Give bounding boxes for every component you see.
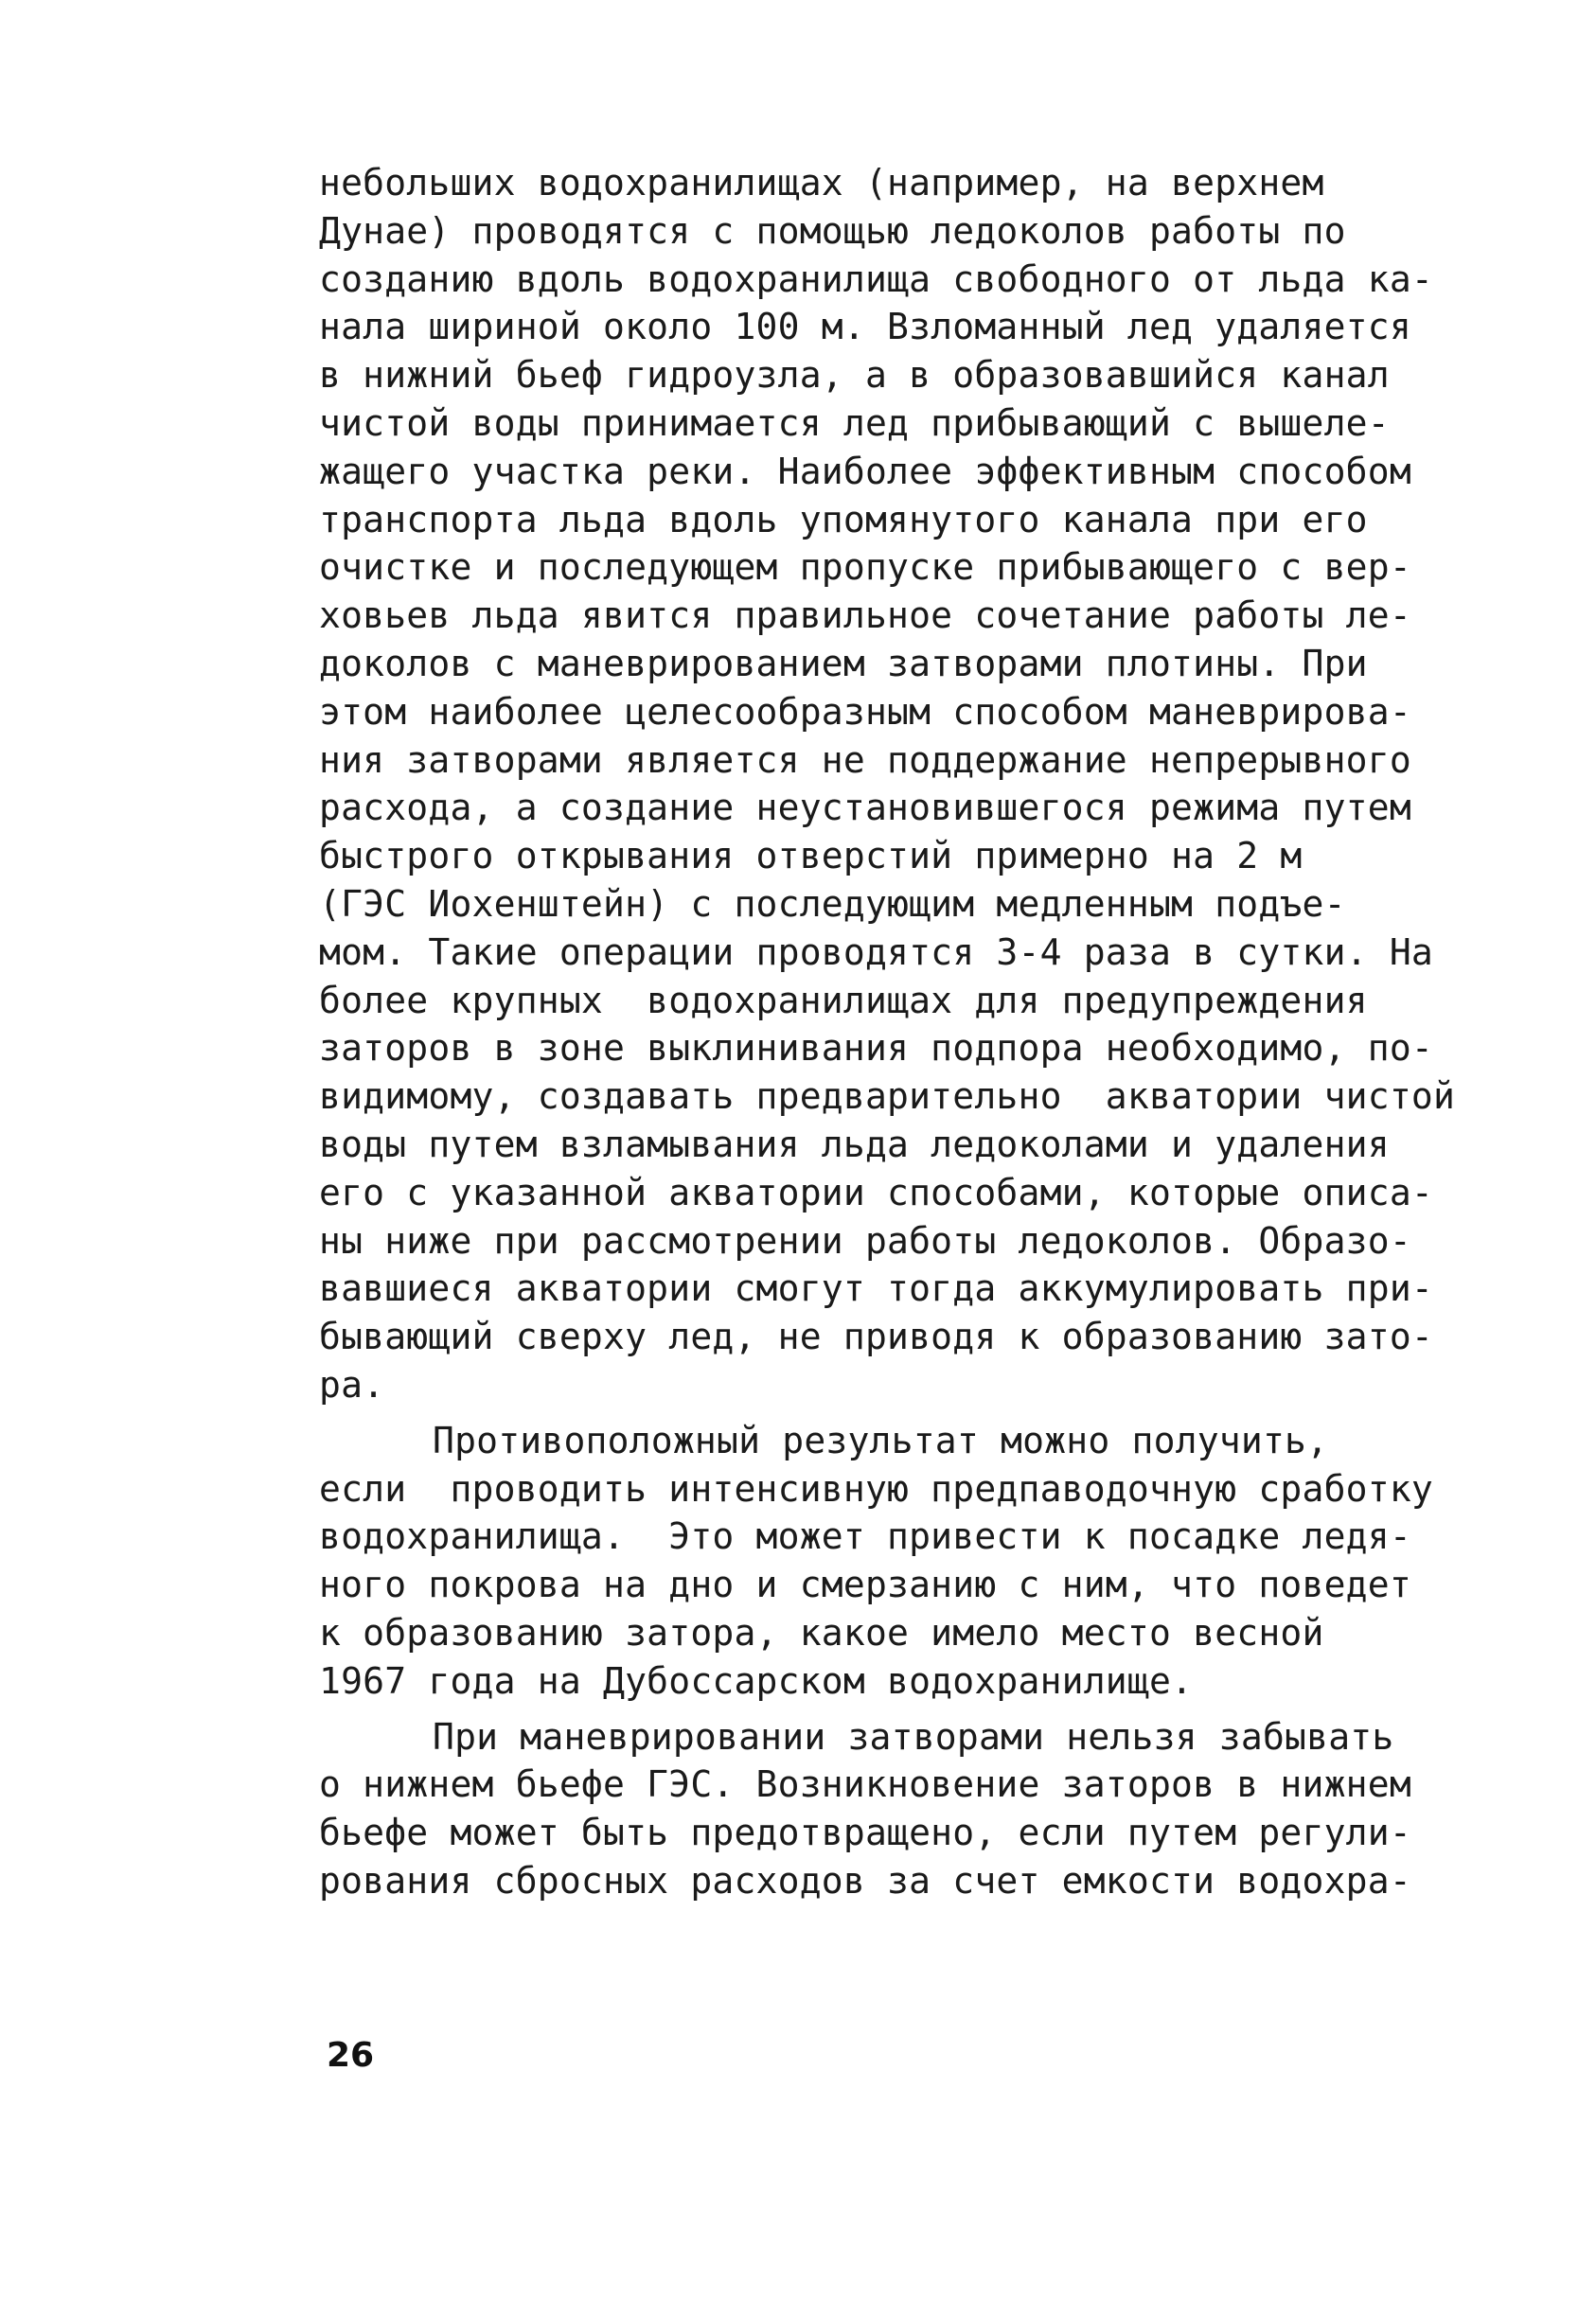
text-line: 1967 года на Дубоссарском водохранилище. [319, 1659, 1194, 1702]
text-line: быстрого открывания отверстий примерно на 2 м [319, 835, 1303, 877]
text-line: нала шириной около 100 м. Взломанный лед удаляется [319, 306, 1411, 348]
text-line: созданию вдоль водохранилища свободного от льда ка- [319, 257, 1433, 300]
text-line: бывающий сверху лед, не приводя к образованию зато- [319, 1316, 1433, 1358]
text-line: расхода, а создание неустановившегося режима путем [319, 787, 1411, 829]
text-line: небольших водохранилищах (например, на верхнем [319, 162, 1324, 204]
text-line: более крупных водохранилищах для предупреждения [319, 979, 1368, 1021]
text-line: если проводить интенсивную предпаводочную сработку [319, 1467, 1433, 1510]
text-line: рования сбросных расходов за счет емкости водохра- [319, 1859, 1411, 1902]
text-line: При маневрировании затворами нельзя забывать [433, 1715, 1394, 1758]
text-line: (ГЭС Иохенштейн) с последующим медленным подъе- [319, 882, 1346, 925]
text-line: Дунае) проводятся с помощью ледоколов работы по [319, 209, 1346, 252]
paragraph-2 [319, 1417, 1516, 1706]
text-line: доколов с маневрированием затворами плотины. При [319, 642, 1368, 684]
text-line: ного покрова на дно и смерзанию с ним, что поведет [319, 1564, 1411, 1606]
text-line: водохранилища. Это может привести к посадке ледя- [319, 1515, 1411, 1558]
text-line: в нижний бьеф гидроузла, а в образовавшийся канал [319, 354, 1390, 397]
text-line: его с указанной акватории способами, которые описа- [319, 1171, 1433, 1213]
text-line: этом наиболее целесообразным способом маневрирова- [319, 690, 1411, 733]
page-number: 26 [327, 2036, 375, 2075]
text-line: заторов в зоне выклинивания подпора необходимо, по- [319, 1027, 1433, 1070]
text-line: мом. Такие операции проводятся 3-4 раза в сутки. На [319, 930, 1433, 973]
text-line: вавшиеся акватории смогут тогда аккумулировать при- [319, 1267, 1433, 1310]
text-line: видимому, создавать предварительно акватории чистой [319, 1075, 1456, 1118]
text-line: ния затворами является не поддержание непрерывного [319, 738, 1411, 781]
text-line: Противоположный результат можно получить, [433, 1419, 1329, 1461]
text-line: очистке и последующем пропуске прибывающего с вер- [319, 546, 1411, 589]
text-line: воды путем взламывания льда ледоколами и удаления [319, 1123, 1390, 1165]
text-line: ны ниже при рассмотрении работы ледоколов. Образо- [319, 1219, 1411, 1262]
text-line: ховьев льда явится правильное сочетание работы ле- [319, 594, 1411, 637]
text-line: жащего участка реки. Наиболее эффективным способом [319, 450, 1411, 492]
paragraph-3 [319, 1713, 1516, 1905]
text-line: чистой воды принимается лед прибывающий с вышеле- [319, 401, 1390, 444]
text-line: ра. [319, 1363, 385, 1406]
text-line: транспорта льда вдоль упомянутого канала при его [319, 498, 1368, 540]
body-text [319, 159, 1516, 1905]
text-line: бьефе может быть предотвращено, если путем регули- [319, 1812, 1411, 1854]
text-line: о нижнем бьефе ГЭС. Возникновение заторов в нижнем [319, 1763, 1411, 1806]
paragraph-1 [319, 159, 1516, 1409]
text-line: к образованию затора, какое имело место весной [319, 1611, 1324, 1654]
